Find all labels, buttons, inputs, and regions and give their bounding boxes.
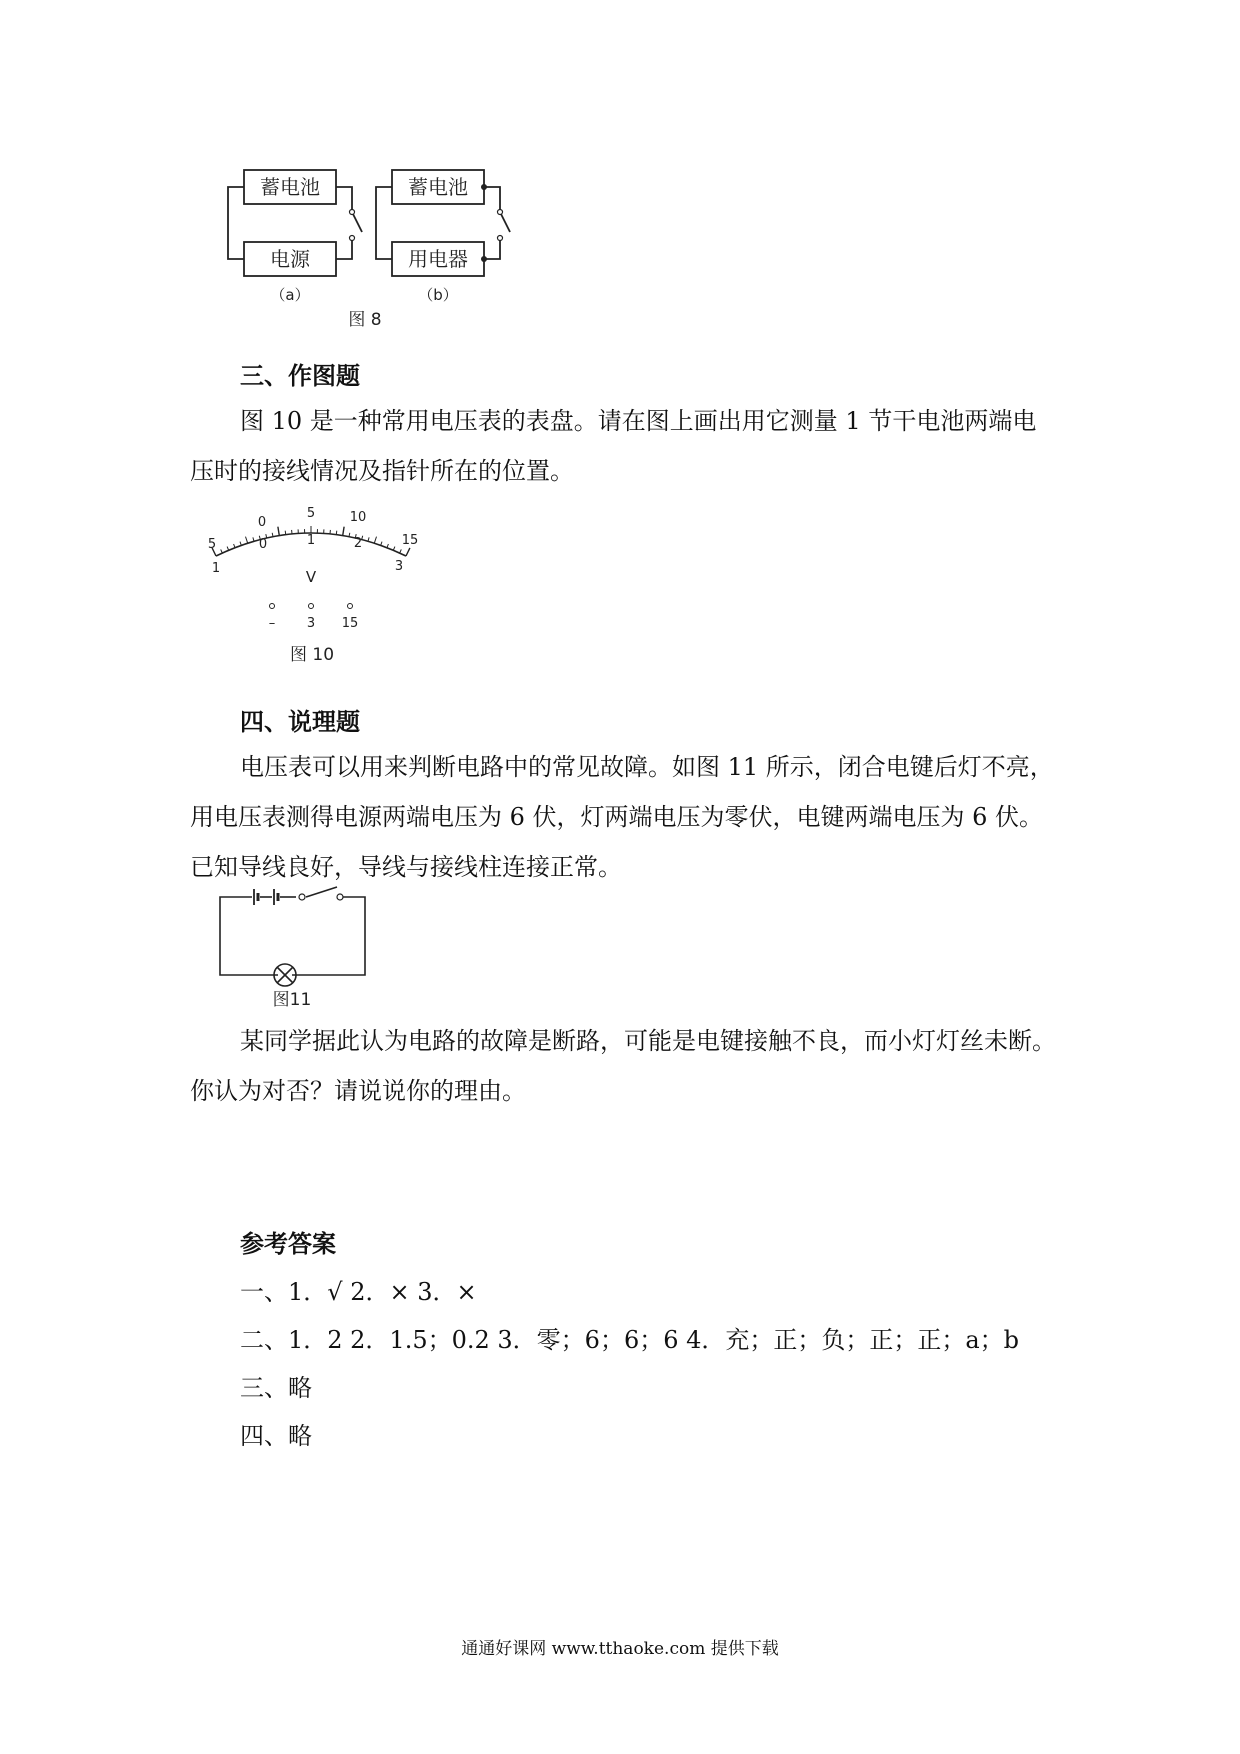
outer-scale-15: 15 (401, 533, 419, 548)
figure-11-circuit (210, 885, 380, 1010)
inner-scale-2: 2 (353, 536, 363, 551)
outer-scale-0: 0 (257, 515, 267, 530)
inner-scale-1: 1 (306, 533, 316, 548)
section-4-line-1: 电压表可以用来判断电路中的常见故障。如图 11 所示，闭合电键后灯不亮， (240, 753, 1054, 781)
terminal-3 (309, 604, 314, 609)
terminal-15 (348, 604, 353, 609)
dial-tick (400, 549, 402, 553)
fig8-a-label: （a） (270, 286, 310, 304)
terminal-negative-label: – (268, 616, 276, 631)
dial-tick (285, 531, 286, 535)
section-3-line-2: 压时的接线情况及指针所在的位置。 (190, 457, 574, 485)
outer-scale-10: 10 (349, 510, 367, 525)
inner-scale-1-left: 1 (211, 561, 221, 576)
terminal-3-label: 3 (306, 616, 316, 631)
dial-tick (336, 531, 337, 535)
fig11-caption: 图11 (272, 990, 312, 1010)
footer-credit: 通通好课网 www.tthaoke.com 提供下载 (461, 1639, 779, 1659)
dial-tick (253, 537, 254, 541)
dial-tick (240, 542, 241, 546)
answer-3: 三、略 (240, 1374, 312, 1402)
section-3-line-1: 图 10 是一种常用电压表的表盘。请在图上画出用它测量 1 节干电池两端电 (240, 407, 1037, 435)
answer-2: 二、1．2 2．1.5；0.2 3．零；6；6；6 4．充；正；负；正；正；a；b (240, 1326, 1020, 1354)
section-4-question (190, 742, 1054, 892)
answer-4: 四、略 (240, 1422, 312, 1450)
fig8-a-battery-label: 蓄电池 (260, 175, 320, 199)
fig8-a-source-label: 电源 (270, 247, 310, 271)
dial-tick (343, 527, 344, 536)
section-3-question (190, 396, 1036, 496)
fig8-caption: 图 8 (348, 310, 382, 330)
dial-tick (406, 548, 410, 556)
dial-tick (387, 544, 388, 548)
outer-scale-5: 5 (306, 506, 316, 521)
switch-contact (337, 894, 343, 900)
section-4-followup (190, 1016, 1056, 1116)
terminal-negative (270, 604, 275, 609)
section-4-followup-line-2: 你认为对否？请说说你的理由。 (190, 1077, 526, 1105)
section-4-followup-line-1: 某同学据此认为电路的故障是断路，可能是电键接触不良，而小灯灯丝未断。 (240, 1027, 1056, 1055)
fig10-caption: 图 10 (289, 645, 335, 665)
section-4-heading: 四、说理题 (240, 708, 360, 736)
dial-tick (374, 537, 376, 544)
figure-8 (220, 160, 520, 330)
section-3-heading: 三、作图题 (240, 362, 360, 390)
dial-unit-v: V (305, 568, 317, 586)
fig8-b-label: （b） (418, 286, 458, 304)
outer-scale-5-left: 5 (207, 537, 217, 552)
section-4-line-2: 用电压表测得电源两端电压为 6 伏，灯两端电压为零伏，电键两端电压为 6 伏。 (190, 803, 1044, 831)
dial-tick (234, 544, 235, 548)
dial-tick (381, 542, 382, 546)
terminal-15-label: 15 (341, 616, 359, 631)
answer-1: 一、1．√ 2．× 3．× (240, 1278, 477, 1306)
fig8-b-device-label: 用电器 (408, 247, 468, 271)
inner-scale-3: 3 (394, 559, 404, 574)
section-4-line-3: 已知导线良好，导线与接线柱连接正常。 (190, 853, 622, 881)
dial-tick (278, 527, 279, 536)
dial-tick (368, 537, 369, 541)
answers-heading: 参考答案 (240, 1230, 336, 1258)
inner-scale-0: 0 (258, 537, 268, 552)
figure-10-voltmeter-dial (200, 500, 430, 675)
dial-tick (221, 549, 223, 553)
dial-tick (246, 537, 248, 544)
switch-contact (299, 894, 305, 900)
fig8-b-battery-label: 蓄电池 (408, 175, 468, 199)
